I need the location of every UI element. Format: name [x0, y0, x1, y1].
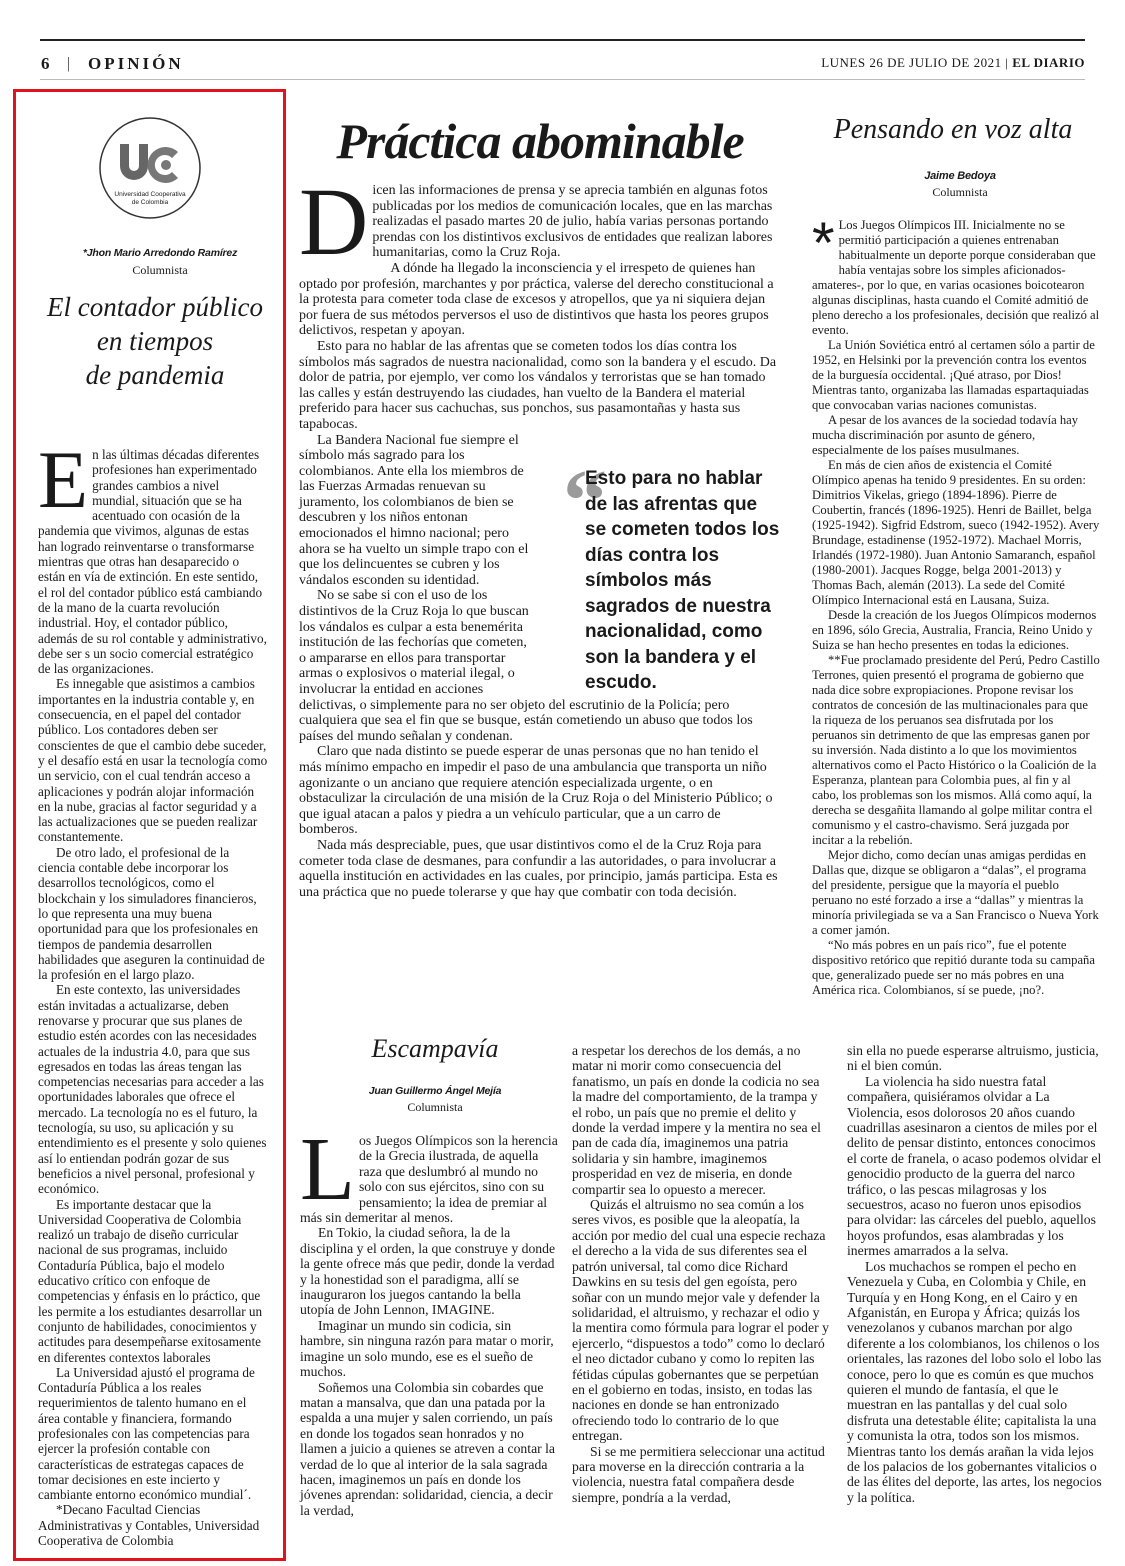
left-paragraph-5: Es importante destacar que la Universidad Cooperativa de Colombia realizó un trabajo de diseño curricular nacional de sus programas, incluido Contaduría Pública, bajo el modelo educativo crítico con enfoque de competencias y énfasis en lo práctico, que les permite a los estudiantes desarrollar un conjunto de habilidades, conocimientos y actitudes para desempeñarse exitosamente en diferentes contextos laborales	[38, 1196, 263, 1365]
right-paragraph-3: A pesar de los avances de la sociedad todavía hay mucha discriminación por asunto de género, especialmente de los países musulmanes.	[812, 413, 1079, 457]
right-column-body	[812, 211, 1100, 998]
left-paragraph-1: n las últimas décadas diferentes profesiones han experimentado grandes cambios a nivel mundial, situación que se ha acentuado con ocasión de la pandemia que vivimos, algunas de estas han logrado reinventarse o transformarse mientras que otras han desaparecido o están en vía de extinción. En este sentido, el rol del contador público está cambiando de la mano de la cuarta revolución industrial. Hoy, el contador público, además de su rol contable y administrativo, debe ser s un socio comercial estratégico de las organizaciones.	[38, 447, 267, 677]
bottom-column-3	[847, 1043, 1102, 1505]
left-title	[30, 290, 280, 392]
bottom-role: Columnista	[407, 1100, 463, 1114]
right-paragraph-4: En más de cien años de existencia el Comité Olímpico apenas ha tenido 9 presidentes. En su orden: Dimitrios Vikelas, griego (1894-1896). Pierre de Coubertin, francés (1896-1925). Henri de Baillet, belga (1925-1942). Sigfrid Edstrom, sueco (1942-1952). Avery Brundage, estadinense (1952-1972). Machael Morris, Irlandés (1972-1980). Juan Antonio Samaranch, español (1980-2001). Jacques Rogge, belga 2001-2013) y Thomas Bach, alemán (2013). La sede del Comité Olímpico Internacional está en Lausana, Suiza.	[812, 458, 1100, 607]
bottom-c1-paragraph-4: Soñemos una Colombia sin cobardes que matan a mansalva, que dan una patada por la espalda a una mujer y salen corriendo, un país en donde los togados sean honrados y no llamen a juicio a quienes se atreven a contar la verdad de lo que al interior de la sala sagrada hacen, imaginemos un país en donde los jóvenes aprendan: solidaridad, ciencia, a decir la verdad,	[300, 1379, 556, 1518]
left-title-line-3: de pandemia	[85, 360, 225, 390]
pull-quote-text: Esto para no hablar de las afrentas que se cometen todos los días contra los símbolos más sagrados de nuestra nacionalidad, como son la bandera y el escudo.	[585, 468, 780, 693]
main-paragraph-6: Claro que nada distinto se puede esperar de unas personas que no han tenido el más mínimo empacho en impedir el paso de una ambulancia que transporta un niño agonizante o un anciano que requiere atención especializada urgente, o en obstaculizar la circulación de una misión de la Cruz Roja o del Ministerio Público; o que igual atacan a palos y piedra a un vehículo particular, que a un carro de bomberos.	[299, 744, 773, 838]
right-paragraph-7: Mejor dicho, como decían unas amigas perdidas en Dallas que, dizque se obligaron a “dalas”, el programa del presidente, persigue que la mayoría el pueblo peruano no esté forzado a irse a “dallas” y mientras la minoría privilegiada se va a San Francisco o Nueva York a comer jamón.	[812, 848, 1099, 937]
university-logo	[98, 116, 202, 220]
left-article-body	[38, 434, 268, 1549]
main-paragraph-1: icen las informaciones de prensa y se aprecia también en algunas fotos publicadas por los medios de comunicación locales, que en las marchas realizadas el pasado martes 20 de julio, había varias personas portando prendas con los distintivos exclusivos de entidades que realizan labores humanitarias, como la Cruz Roja.	[372, 183, 773, 261]
right-paragraph-8: “No más pobres en un país rico”, fue el potente dispositivo retórico que repitió durante toda su campaña que, generalizado puede ser no más pobres en una América rica. Colombianos, sí se puede, ¡no?.	[812, 938, 1095, 997]
left-footnote: *Decano Facultad Ciencias Administrativas y Contables, Universidad Cooperativa de Colombia	[38, 1502, 260, 1549]
main-paragraph-7: Nada más despreciable, pues, que usar distintivos como el de la Cruz Roja para cometer toda clase de desmanes, para confundir a las autoridades, o para involucrar a aquella institución en actividades en las cuales, por principio, jamás participa. Esta es una práctica que no puede tolerarse y que hay que combatir con toda decisión.	[299, 837, 778, 900]
left-role: Columnista	[132, 263, 188, 277]
left-author: *Jhon Mario Arredondo Ramírez	[82, 247, 238, 259]
left-title-line-2: en tiempos	[96, 326, 214, 356]
asterisk-icon: *	[812, 211, 835, 276]
dateline: LUNES 26 DE JULIO DE 2021 | EL DIARIO	[821, 55, 1085, 70]
bottom-column-2	[572, 1043, 830, 1505]
bottom-c3-paragraph-2: La violencia ha sido nuestra fatal compañera, quisiéramos olvidar a La Violencia, esos dolorosos 20 años cuando cuadrillas asesinaron a cientos de miles por el delito de pensar distinto, entonces conocimos el corte de franela, o acaso podemos olvidar el genocidio producto de la guerra del narco tráfico, o las pescas milagrosas y los secuestros, acaso no fueron unos episodios para olvidar: las cárceles del pueblo, aquellos hoyos profundos, esas alambradas y los inermes amarrados a la selva.	[847, 1073, 1102, 1259]
bottom-c2-paragraph-2: Quizás el altruismo no sea común a los seres vivos, es posible que la aleopatía, la acción por medio del cual una especie rechaza el derecho a la vida de sus diferentes sea el patrón universal, tal como dice Richard Dawkins en su tesis del gen egoísta, pero soñar con un mundo mejor vale y defender la solidaridad, el altruismo, y rechazar el odio y la mentira como fórmula para lograr el poder y ejercerlo, “dispuestos a todo” como lo declaró el neo dictador cubano y como lo repiten las fétidas cúpulas gobernantes que se perpetúan en el gobierno en todas, insisto, en todas las naciones en donde se han entronizado ofreciendo todo lo contrario de lo que entregan.	[572, 1197, 829, 1444]
page-number: 6	[41, 54, 50, 73]
main-paragraph-3: Esto para no hablar de las afrentas que se cometen todos los días contra los símbolos más sagrados de nuestra nacionalidad, como son la bandera y el escudo. Da dolor de patria, por ejemplo, ver como los vándalos y terroristas que se han tomado las calles y están destruyendo las ciudades, han vuelto de la Bandera el material preferido para hacer sus cachuchas, sus ponchos, sus pasamontañas y hasta sus tapabocas.	[299, 338, 777, 432]
bottom-dropcap: L	[300, 1120, 355, 1219]
logo-text: Universidad Cooperativa	[114, 191, 186, 198]
right-paragraph-5: Desde la creación de los Juegos Olímpicos modernos en 1896, sólo Grecia, Australia, Francia, Reino Unido y Suiza se han hecho presentes en todas la ediciones.	[812, 608, 1097, 652]
bottom-c3-paragraph-1: sin ella no puede esperarse altruismo, justicia, ni el bien común.	[847, 1043, 1099, 1074]
main-paragraph-2: A dónde ha llegado la inconsciencia y el irrespeto de quienes han optado por profesión, marchantes y por práctica, valerse del derecho constitucional a la protesta para cometer toda clase de excesos y atropellos, que ya ni siquiera dejan por fuera de sus métodos perversos el uso de distintivos que hasta los peores grupos delictivos, respetan y apoyan.	[299, 260, 774, 339]
left-paragraph-3: De otro lado, el profesional de la ciencia contable debe incorporar los desarrollos tecnológicos, como el blockchain y los simuladores financieros, lo que representa una muy buena oportunidad para que los profesionales en tiempos de pandemia desarrollen habilidades que aseguren la continuidad de la profesión en el largo plazo.	[38, 844, 265, 983]
date: LUNES 26 DE JULIO DE 2021	[821, 55, 1002, 70]
top-rule	[40, 39, 1085, 41]
bottom-c1-paragraph-2: En Tokio, la ciudad señora, la de la disciplina y el orden, la que construye y donde la gente ofrece más que pedir, donde la verdad y la honestidad son el paradigma, allí se inauguraron los juegos cantando la bella utopía de John Lennon, IMAGINE.	[300, 1225, 556, 1318]
right-author: Jaime Bedoya	[924, 170, 996, 182]
left-dropcap: E	[38, 434, 89, 525]
left-paragraph-6: La Universidad ajustó el programa de Contaduría Pública a los reales requerimientos de talento humano en el área contable y financiera, formando profesionales con las competencias para ejercer la profesión contable con características de estrategas capaces de tomar decisiones en este incierto y cambiante entorno económico mundial´.	[38, 1364, 255, 1503]
main-paragraph-4: La Bandera Nacional fue siempre el símbolo más sagrado para los colombianos. Ante ella los miembros de las Fuerzas Armadas renuevan su juramento, los colombianos de bien se descubren y los niños entonan emocionados el himno nacional; pero ahora se ha vuelto un simple trapo con el que los delincuentes se cubren y los vándalos esconden su identidad.	[299, 432, 529, 588]
bottom-title: Escampavía	[371, 1034, 499, 1063]
right-paragraph-6: **Fue proclamado presidente del Perú, Pedro Castillo Terrones, quien presentó el programa de gobierno que nada dice sobre expropiaciones. Propone revisar los contratos de concesión de las multinacionales para que la riqueza de los peruanos sea disfrutada por los peruanos sin detrimento de que las empresas ganen por su inversión. Nada distinto a lo que los movimientos alternativos como el Pacto Histórico o la Coalición de la Esperanza, plantean para Colombia pues, al fin y al cabo, los problemas son los mismos. Allá como aquí, la derecha se desgañita llamando al golpe militar contra el comunismo y el castro-chavismo. Será juzgada por incitar a la rebelión.	[812, 653, 1100, 847]
section-name: OPINIÓN	[88, 54, 184, 73]
main-title: Práctica abominable	[336, 113, 744, 169]
main-paragraph-5: No se sabe si con el uso de los distintivos de la Cruz Roja lo que buscan los vándalos es culpar a esta benemérita institución de las fechorías que cometen, o ampararse en ellos para transportar armas o explosivos o material ilegal, o involucrar la entidad en acciones delictivas, o simplemente para no ser objeto del escrutinio de la Policía; pero cualquiera que sea el fin que se busque, están cometiendo un abuso que todos los países del mundo señalan y condenan.	[299, 588, 753, 744]
newspaper-name: EL DIARIO	[1012, 55, 1085, 70]
left-paragraph-2: Es innegable que asistimos a cambios importantes en la industria contable y, en consecuencia, en el papel del contador público. Los contadores deben ser conscientes de que el cambio debe suceder, y el desafío está en usar la tecnología como un servicio, con el cual tendrán acceso a aplicaciones y podrán alojar información en la nube, gracias al factor seguridad y a las actualizaciones que se pueden realizar constantemente.	[38, 676, 268, 845]
bottom-author: Juan Guillermo Ángel Mejía	[368, 1085, 502, 1097]
right-title: Pensando en voz alta	[833, 114, 1073, 145]
svg-text:de Colombia: de Colombia	[131, 199, 169, 206]
bottom-c1-paragraph-1: os Juegos Olímpicos son la herencia de la Grecia ilustrada, de aquella raza que deslumbró al mundo no solo con sus ejércitos, sino con su pensamiento; la idea de premiar al más sin demeritar al menos.	[300, 1133, 558, 1226]
right-paragraph-2: La Unión Soviética entró al certamen sólo a partir de 1952, en Helsinki por la prevención contra los eventos de la burguesía occidental. ¡Qué atraso, por Dios! Mientras tanto, organizaba las llamadas espartaquiadas que convocaban varias naciones comunistas.	[812, 338, 1095, 412]
bottom-c3-paragraph-3: Los muchachos se rompen el pecho en Venezuela y Cuba, en Colombia y Chile, en Turquía y en Hong Kong, en el Cairo y en Afganistán, en Europa y África; quizás los venezolanos y cubanos marchan por algo diferente a los colombianos, los chilenos o los orientales, las razones del lobo solo el lobo las conoce, pero lo que es común es que muchos quieren el mundo de fantasía, el que le muestran en las pantallas y del cual solo disfruta una detestable élite; capitalista la una y comunista la otra, todos son los mismos. Mientras tanto los demás arañan la vida lejos de los palacios de los gobernantes vitalicios o de las élites del deporte, las artes, los negocios y la política.	[847, 1258, 1102, 1505]
right-role: Columnista	[932, 185, 988, 199]
right-paragraph-1: Los Juegos Olímpicos III. Inicialmente no se permitió participación a quienes entrenaban habitualmente un deporte porque consideraban que había ventajas sobre los simples aficionados-amateres-, por lo que, en varias ocasiones boicotearon algunas disciplinas, hasta cuando el Comité admitió de pleno derecho a los profesionales, decisión que realizó al evento.	[812, 218, 1100, 337]
left-title-line-1: El contador público	[47, 292, 263, 322]
header-rule	[40, 79, 1085, 80]
quote-mark-icon: “	[563, 453, 607, 550]
bottom-column-1	[300, 1120, 558, 1518]
left-paragraph-4: En este contexto, las universidades están invitadas a actualizarse, deben renovarse y procurar que sus planes de estudio estén acordes con las necesidades actuales de la industria 4.0, para que sus egresados en todas las áreas tengan las competencias necesarias para acceder a las oportunidades laborales que ofrece el mercado. La tecnología no es el futuro, la tecnología, su uso, su aplicación y su entendimiento es el presente y solo quienes así lo entiendan podrán gozar de sus beneficios a nivel personal, profesional y económico.	[38, 982, 267, 1197]
bottom-c2-paragraph-1: a respetar los derechos de los demás, a no matar ni morir como consecuencia del fanatismo, un país en donde la codicia no sea la madre del comportamiento, de la trampa y el robo, un país que no premie el delito y donde la verdad impere y la mentira no sea el pan de cada día, imaginemos una patria solidaria y sin hambre, imaginemos prosperidad en vez de miseria, en donde compartir sea lo opuesto a merecer.	[572, 1043, 821, 1197]
header-separator: |	[67, 55, 71, 72]
bottom-c2-paragraph-3: Si se me permitiera seleccionar una actitud para moverse en la dirección contraria a la violencia, nuestra fatal compañera desde siempre, pondría a la verdad,	[572, 1443, 825, 1505]
main-dropcap: D	[299, 168, 369, 275]
bottom-c1-paragraph-3: Imaginar un mundo sin codicia, sin hambre, sin ninguna razón para matar o morir, imagine un solo mundo, ese es el sueño de muchos.	[300, 1317, 554, 1380]
